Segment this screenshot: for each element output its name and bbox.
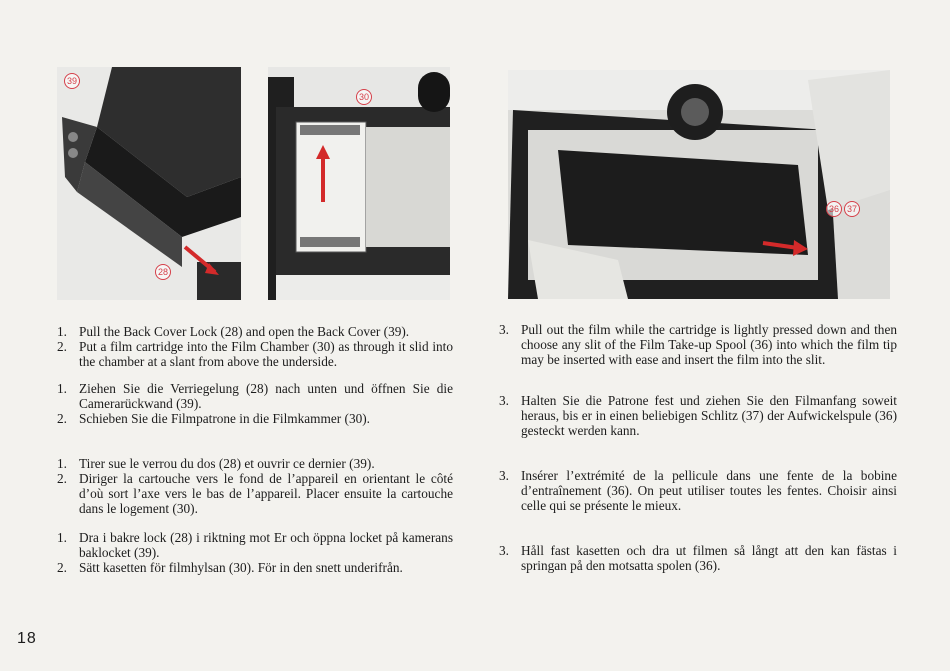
page-number: 18 xyxy=(17,630,37,647)
swedish-step-3 xyxy=(499,543,897,573)
english-step-3 xyxy=(499,322,897,367)
list-item: 1. Pull the Back Cover Lock (28) and open the Back Cover (39). xyxy=(57,324,410,339)
french-step-3 xyxy=(499,468,897,513)
list-item: 3. Halten Sie die Patrone fest und ziehen Sie den Filmanfang soweit heraus, bis er in einen beliebigen Schlitz (37) der Aufwickelspule (36) gesteckt werden kann. xyxy=(499,393,897,438)
german-step-3 xyxy=(499,393,897,438)
photo-back-cover-lock xyxy=(57,67,241,300)
list-item: 1. Ziehen Sie die Verriegelung (28) nach unten und öffnen Sie die Camerarückwand (39). xyxy=(57,381,453,411)
list-item: 2. Sätt kasetten för filmhylsan (30). För in den snett underifrån. xyxy=(57,560,403,575)
list-item: 3. Insérer l’extrémité de la pellicule dans une fente de la bobine d’entraînement (36). On peut utiliser toutes les fentes. Choisir ainsi celle qui se présente le mieux. xyxy=(499,468,897,513)
english-steps-1-2 xyxy=(57,324,453,369)
callout-37: 37 xyxy=(844,201,860,217)
german-steps-1-2 xyxy=(57,381,453,426)
photo-take-up-spool xyxy=(508,70,890,299)
list-item: 3. Pull out the film while the cartridge is lightly pressed down and then choose any slit of the Film Take-up Spool (36) into which the film tip may be inserted with ease and insert the film into the slit. xyxy=(499,322,897,367)
callout-30: 30 xyxy=(356,89,372,105)
list-item: 1. Tirer sue le verrou du dos (28) et ouvrir ce dernier (39). xyxy=(57,456,375,471)
list-item: 1. Dra i bakre lock (28) i riktning mot Er och öppna locket på kamerans baklocket (39). xyxy=(57,530,453,560)
photo-film-chamber xyxy=(268,67,450,300)
list-item: 2. Diriger la cartouche vers le fond de l’appareil en orientant le côté d’où sort l’axe vers le bas de l’appareil. Placer ensuite la cartouche dans le logement (30). xyxy=(57,471,453,516)
list-item: 2. Schieben Sie die Filmpatrone in die Filmkammer (30). xyxy=(57,411,370,426)
callout-28: 28 xyxy=(155,264,171,280)
callout-36: 36 xyxy=(826,201,842,217)
swedish-steps-1-2 xyxy=(57,530,453,575)
list-item: 3. Håll fast kasetten och dra ut filmen så långt att den kan fästas i springan på den motsatta spolen (36). xyxy=(499,543,897,573)
list-item: 2. Put a film cartridge into the Film Chamber (30) as through it slid into the chamber at a slant from above the underside. xyxy=(57,339,453,369)
right-text-column xyxy=(499,322,897,573)
left-text-column xyxy=(57,324,453,575)
french-steps-1-2 xyxy=(57,456,453,516)
callout-39: 39 xyxy=(64,73,80,89)
